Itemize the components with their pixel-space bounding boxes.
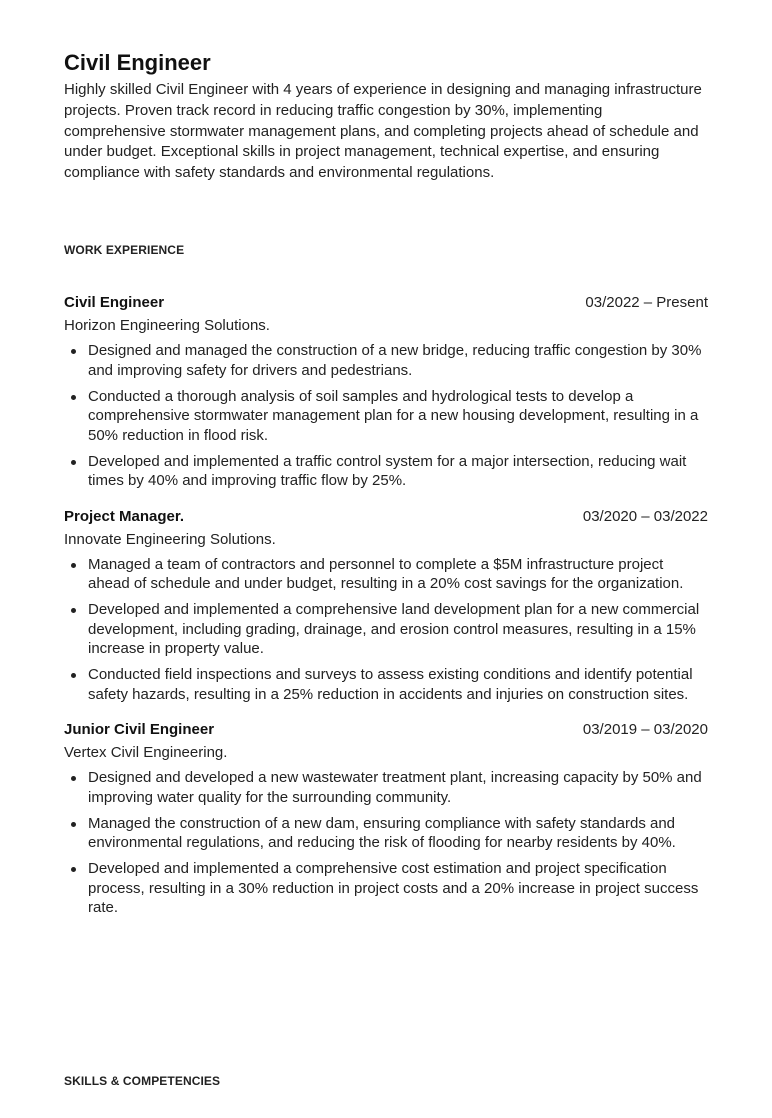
section-heading-skills: SKILLS & COMPETENCIES: [64, 1074, 221, 1088]
bullet-item: Designed and developed a new wastewater treatment plant, increasing capacity by 50% and improving water quality for the surrounding community.: [88, 768, 708, 807]
job-header: [64, 508, 708, 530]
job-title: Project Manager.: [64, 507, 185, 525]
job-entry: [64, 508, 708, 705]
work-experience-list: [64, 294, 708, 935]
job-entry: [64, 294, 708, 491]
bullet-item: Developed and implemented a traffic control system for a major intersection, reducing wait times by 40% and improving traffic flow by 25%.: [88, 452, 708, 491]
job-title: Civil Engineer: [64, 294, 165, 311]
job-bullets: [64, 555, 708, 705]
job-header: [64, 294, 708, 316]
company-name: Innovate Engineering Solutions.: [64, 530, 276, 548]
job-title: Junior Civil Engineer: [64, 721, 215, 738]
company-name: Horizon Engineering Solutions.: [64, 317, 270, 334]
job-header: [64, 721, 708, 743]
bullet-item: Conducted a thorough analysis of soil samples and hydrological tests to develop a comprehensive stormwater management plan for a new housing development, resulting in a 50% reduction in flood risk.: [88, 387, 708, 446]
section-heading-work-experience: WORK EXPERIENCE: [64, 243, 185, 257]
bullet-item: Conducted field inspections and surveys to assess existing conditions and identify potential safety hazards, resulting in a 25% reduction in accidents and injuries on construction sites.: [88, 665, 708, 704]
job-entry: [64, 721, 708, 918]
job-dates: 03/2022 – Present: [585, 294, 708, 311]
bullet-item: Developed and implemented a comprehensive cost estimation and project specification process, resulting in a 30% reduction in project costs and a 20% increase in project success rate.: [88, 859, 708, 918]
bullet-item: Managed the construction of a new dam, ensuring compliance with safety standards and environmental regulations, and reducing the risk of flooding for nearby residents by 40%.: [88, 814, 708, 853]
bullet-item: Designed and managed the construction of a new bridge, reducing traffic congestion by 30% and improving safety for drivers and pedestrians.: [88, 341, 708, 380]
resume-name: Civil Engineer: [64, 50, 211, 75]
bullet-item: Managed a team of contractors and personnel to complete a $5M infrastructure project ahead of schedule and under budget, resulting in a 20% cost savings for the organization.: [88, 555, 708, 594]
job-dates: 03/2019 – 03/2020: [582, 721, 708, 738]
bullet-item: Developed and implemented a comprehensive land development plan for a new commercial development, including grading, drainage, and erosion control measures, resulting in a 15% increase in property value.: [88, 600, 708, 659]
job-dates: 03/2020 – 03/2022: [582, 507, 708, 525]
job-bullets: [64, 341, 708, 491]
company-name: Vertex Civil Engineering.: [64, 744, 228, 761]
professional-summary: Highly skilled Civil Engineer with 4 years of experience in designing and managing infrastructure projects. Proven track record in reducing traffic congestion by 30%, implementing comprehensive stormwater management plans, and completing projects ahead of schedule and under budget. Exceptional skills in project management, technical expertise, and ensuring compliance with safety standards and environmental regulations.: [64, 81, 702, 182]
job-bullets: [64, 768, 708, 918]
